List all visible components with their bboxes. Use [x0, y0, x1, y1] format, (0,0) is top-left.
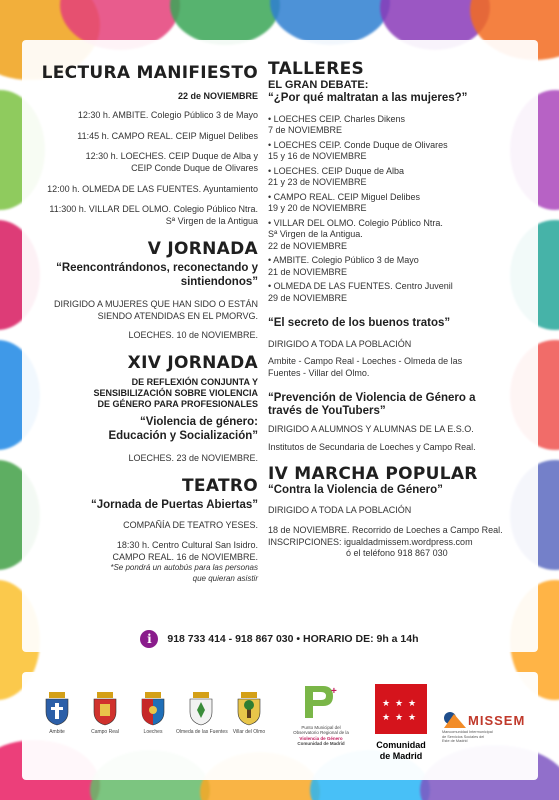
municipality-shield	[138, 692, 168, 735]
taller-date: 15 y 16 de NOVIEMBRE	[268, 151, 367, 162]
missem-desc: de Servicios Sociales del	[442, 734, 485, 739]
sponsor-logos	[22, 672, 538, 780]
teatro-note: que quieran asistir	[192, 573, 258, 583]
lectura-title: LECTURA MANIFIESTO	[41, 63, 258, 83]
teatro-note: *Se pondrá un autobús para las personas	[110, 563, 258, 573]
lectura-item: 11:300 h. VILLAR DEL OLMO. Colegio Público Ntra.	[49, 204, 258, 215]
olmeda-shield-icon	[188, 692, 214, 726]
talleres-question: “¿Por qué maltratan a las mujeres?”	[268, 92, 468, 105]
v-jornada-text: SIENDO ATENDIDAS EN EL PMORVG.	[97, 310, 258, 321]
info-icon: i	[140, 630, 158, 648]
taller-place: • OLMEDA DE LAS FUENTES. Centro Juvenil	[268, 281, 530, 293]
comunidad-madrid-logo	[370, 684, 432, 762]
svg-text:★: ★	[408, 699, 417, 709]
lectura-item: 12:00 h. OLMEDA DE LAS FUENTES. Ayuntamiento	[47, 183, 258, 194]
taller-place: • VILLAR DEL OLMO. Colegio Público Ntra.	[268, 218, 530, 230]
taller-place: • LOECHES. CEIP Duque de Alba	[268, 166, 530, 178]
buenos-tratos-title: “El secreto de los buenos tratos”	[268, 317, 451, 330]
taller-item	[268, 218, 530, 253]
comunidad-text: de Madrid	[379, 751, 423, 762]
taller-place: • AMBITE. Colegio Público 3 de Mayo	[268, 255, 530, 267]
v-jornada-quote: “Reencontrándonos, reconectando y	[56, 262, 258, 275]
taller-place: • CAMPO REAL. CEIP Miguel Delibes	[268, 192, 530, 204]
lectura-item: 12:30 h. LOECHES. CEIP Duque de Alba y	[85, 151, 258, 162]
lectura-item: 11:45 h. CAMPO REAL. CEIP Miguel Delibes	[77, 130, 258, 141]
buenos-tratos-places: Fuentes - Villar del Olmo.	[268, 367, 370, 378]
taller-date: 21 y 23 de NOVIEMBRE	[268, 177, 367, 188]
youtubers-title: “Prevención de Violencia de Género a	[268, 391, 476, 404]
talleres-subtitle: EL GRAN DEBATE:	[268, 78, 369, 91]
marcha-phone: ó el teléfono 918 867 030	[346, 548, 448, 559]
marcha-inscripciones: INSCRIPCIONES: igualdadmissem.wordpress.com	[268, 536, 473, 547]
municipality-name: Campo Real	[91, 729, 119, 735]
taller-place: • LOECHES CEIP. Conde Duque de Olivares	[268, 140, 530, 152]
missem-desc: Este de Madrid	[442, 739, 468, 744]
svg-text:★: ★	[382, 699, 391, 709]
teatro-company: COMPAÑÍA DE TEATRO YESES.	[123, 520, 258, 531]
xiv-jornada-title: XIV JORNADA	[127, 352, 258, 373]
right-column	[268, 60, 530, 560]
loeches-shield-icon	[140, 692, 166, 726]
campo-real-shield-icon	[92, 692, 118, 726]
marcha-quote: “Contra la Violencia de Género”	[268, 484, 443, 497]
youtubers-audience: DIRIGIDO A ALUMNOS Y ALUMNAS DE LA E.S.O.	[268, 424, 474, 435]
villar-shield-icon	[236, 692, 262, 726]
buenos-tratos-audience: DIRIGIDO A TODA LA POBLACIÓN	[268, 338, 412, 349]
comunidad-madrid-stars-icon	[375, 684, 427, 734]
comunidad-text: Comunidad	[376, 740, 426, 750]
svg-text:★: ★	[395, 713, 404, 723]
observatorio-p-icon	[301, 684, 341, 720]
missem-name: MISSEM	[468, 712, 526, 728]
observatorio-text: Comunidad de Madrid	[297, 741, 345, 747]
municipality-name: Olmeda de las Fuentes	[176, 729, 228, 735]
municipality-shield	[234, 692, 264, 735]
missem-logo	[442, 710, 538, 744]
missem-figure-icon	[442, 710, 468, 730]
municipality-shield	[176, 692, 228, 735]
contact-text: 918 733 414 - 918 867 030 • HORARIO DE: 9h a 14h	[167, 632, 419, 645]
lectura-date: 22 de NOVIEMBRE	[177, 90, 258, 101]
ambite-shield-icon	[44, 692, 70, 726]
marcha-audience: DIRIGIDO A TODA LA POBLACIÓN	[268, 505, 412, 516]
teatro-time: 18:30 h. Centro Cultural San Isidro.	[116, 540, 258, 551]
missem-desc: Mancomunidad Intermunicipal	[442, 730, 493, 734]
xiv-jornada-quote: Educación y Socialización”	[108, 429, 258, 442]
observatorio-text: Observatorio Regional de la	[293, 730, 349, 736]
taller-date: 19 y 20 de NOVIEMBRE	[268, 203, 367, 214]
talleres-title: TALLERES	[268, 59, 365, 79]
municipality-name: Ambite	[49, 729, 65, 735]
observatorio-text: Punto Municipal del	[301, 725, 341, 730]
teatro-title: TEATRO	[182, 475, 258, 496]
lectura-item: Sª Virgen de la Antigua	[165, 216, 258, 227]
municipality-name: Villar del Olmo	[232, 729, 266, 735]
taller-place-line2: Sª Virgen de la Antigua.	[268, 229, 363, 240]
xiv-jornada-quote: “Violencia de género:	[139, 416, 258, 429]
v-jornada-text: DIRIGIDO A MUJERES QUE HAN SIDO O ESTÁN	[53, 298, 258, 309]
svg-text:+: +	[331, 686, 337, 697]
xiv-jornada-place: LOECHES. 23 de NOVIEMBRE.	[128, 452, 258, 463]
municipality-name: Loeches	[143, 729, 163, 735]
observatorio-text: Violencia de Género	[299, 735, 343, 741]
xiv-jornada-subtitle: DE GÉNERO PARA PROFESIONALES	[97, 399, 258, 410]
contact-bar	[0, 630, 559, 648]
taller-place: • LOECHES CEIP. Charles Dikens	[268, 114, 530, 126]
marcha-title: IV MARCHA POPULAR	[268, 464, 478, 485]
xiv-jornada-subtitle: SENSIBILIZACIÓN SOBRE VIOLENCIA	[93, 387, 258, 398]
youtubers-title: través de YouTubers”	[268, 404, 386, 417]
lectura-item: CEIP Conde Duque de Olivares	[131, 163, 258, 173]
observatorio-logo	[290, 684, 352, 747]
xiv-jornada-subtitle: DE REFLEXIÓN CONJUNTA Y	[131, 376, 258, 387]
municipality-shield	[90, 692, 120, 735]
marcha-route: 18 de NOVIEMBRE. Recorrido de Loeches a Campo Real.	[268, 525, 503, 536]
taller-date: 21 de NOVIEMBRE	[268, 266, 348, 277]
svg-text:★: ★	[382, 713, 391, 723]
taller-date: 7 de NOVIEMBRE	[268, 125, 343, 136]
lectura-item: 12:30 h. AMBITE. Colegio Público 3 de Mayo	[77, 109, 258, 120]
taller-item	[268, 140, 530, 163]
svg-text:★: ★	[408, 713, 417, 723]
taller-item	[268, 192, 530, 215]
v-jornada-title: V JORNADA	[147, 238, 258, 259]
municipality-shield	[42, 692, 72, 735]
taller-date: 29 de NOVIEMBRE	[268, 292, 348, 303]
teatro-quote: “Jornada de Puertas Abiertas”	[90, 499, 258, 512]
left-column	[18, 64, 258, 584]
taller-item	[268, 281, 530, 304]
taller-item	[268, 255, 530, 278]
youtubers-places: Institutos de Secundaria de Loeches y Campo Real.	[268, 441, 476, 452]
svg-text:★: ★	[395, 699, 404, 709]
taller-item	[268, 114, 530, 137]
buenos-tratos-places: Ambite - Campo Real - Loeches - Olmeda de las	[268, 356, 463, 367]
taller-date: 22 de NOVIEMBRE	[268, 240, 348, 251]
teatro-place: CAMPO REAL. 16 de NOVIEMBRE.	[112, 551, 258, 562]
v-jornada-place: LOECHES. 10 de NOVIEMBRE.	[128, 330, 258, 341]
taller-item	[268, 166, 530, 189]
v-jornada-quote: sintiendonos”	[180, 275, 258, 288]
